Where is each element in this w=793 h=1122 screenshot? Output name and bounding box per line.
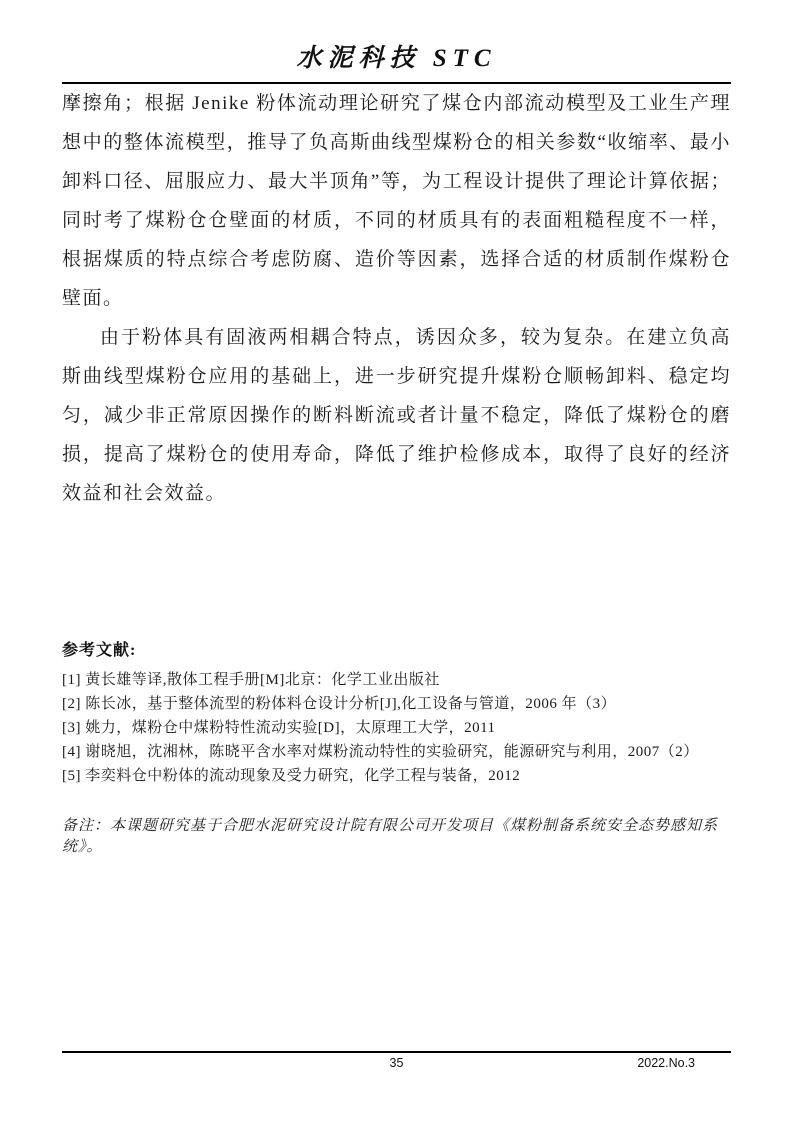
issue-label: 2022.No.3 — [637, 1056, 695, 1070]
reference-item: [2] 陈长冰，基于整体流型的粉体料仓设计分析[J],化工设备与管道，2006 年（3） — [62, 696, 617, 712]
footer-row — [62, 1056, 731, 1076]
reference-item: [4] 谢晓旭，沈湘林，陈晓平含水率对煤粉流动特性的实验研究，能源研究与利用，2007（2） — [62, 744, 699, 760]
reference-item: [1] 黄长雄等译,散体工程手册[M]北京：化学工业出版社 — [62, 672, 440, 688]
page-number: 35 — [389, 1056, 404, 1070]
references-heading: 参考文献: — [62, 642, 137, 659]
journal-header-title: 水泥科技 STC — [296, 45, 497, 72]
references-section — [62, 637, 731, 788]
page-content — [62, 0, 731, 856]
article-body — [62, 84, 731, 513]
body-paragraph: 由于粉体具有固液两相耦合特点，诱因众多，较为复杂。在建立负高斯曲线型煤粉仓应用的基础上，进一步研究提升煤粉仓顺畅卸料、稳定均匀，减少非正常原因操作的断料断流或者计量不稳定，降低了煤粉仓的磨损，提高了煤粉仓的使用寿命，降低了维护检修成本，取得了良好的经济效益和社会效益。 — [62, 327, 731, 504]
body-paragraph: 摩擦角；根据 Jenike 粉体流动理论研究了煤仓内部流动模型及工业生产理想中的整体流模型，推导了负高斯曲线型煤粉仓的相关参数“收缩率、最小卸料口径、屈服应力、最大半顶角”等，为工程设计提供了理论计算依据；同时考了煤粉仓仓壁面的材质，不同的材质具有的表面粗糙程度不一样，根据煤质的特点综合考虑防腐、造价等因素，选择合适的材质制作煤粉仓壁面。 — [62, 93, 731, 309]
page-footer — [62, 1051, 731, 1076]
footer-divider — [62, 1051, 731, 1053]
reference-item: [3] 姚力，煤粉仓中煤粉特性流动实验[D]，太原理工大学，2011 — [62, 720, 496, 736]
project-note: 备注：本课题研究基于合肥水泥研究设计院有限公司开发项目《煤粉制备系统安全态势感知系统》。 — [62, 818, 719, 855]
reference-item: [5] 李奕料仓中粉体的流动现象及受力研究，化学工程与装备，2012 — [62, 768, 521, 784]
